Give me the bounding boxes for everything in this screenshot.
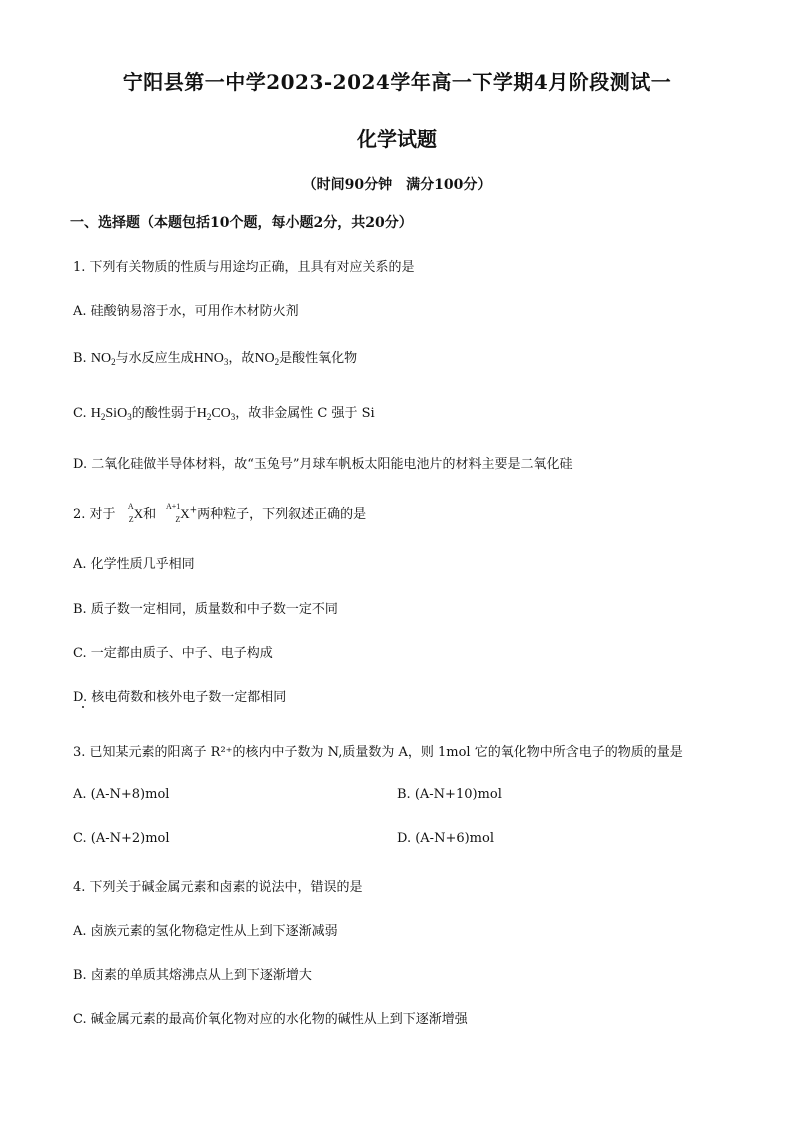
question-3-option-b: B. (A-N+10)mol — [397, 787, 502, 802]
option-text: 与水反应生成 — [115, 351, 194, 366]
atomic-number: Z — [175, 515, 181, 524]
question-3-option-d: D. (A-N+6)mol — [397, 831, 494, 846]
question-1-option-c — [73, 402, 375, 422]
question-1-option-d: D. 二氧化硅做半导体材料，故“玉兔号”月球车帆板太阳能电池片的材料主要是二氧化硅 — [73, 457, 573, 472]
section-heading: 一、选择题（本题包括10个题，每小题2分，共20分） — [70, 215, 413, 231]
mass-number: A — [127, 502, 134, 511]
scan-mark — [82, 706, 84, 708]
formula-text: HNO — [193, 351, 224, 366]
exam-title: 宁阳县第一中学2023-2024学年高一下学期4月阶段测试一 — [122, 70, 672, 94]
question-2-option-a: A. 化学性质几乎相同 — [73, 557, 195, 572]
formula-text: H — [90, 406, 101, 421]
option-text: 是酸性氧化物 — [279, 351, 358, 366]
formula-text: SiO — [105, 406, 128, 421]
formula-subscript: 3 — [230, 412, 236, 422]
option-letter: C. — [73, 406, 87, 421]
option-letter: B. — [73, 351, 87, 366]
question-4-stem: 4. 下列关于碱金属元素和卤素的说法中，错误的是 — [73, 880, 363, 895]
formula-subscript: 2 — [274, 357, 280, 367]
nuclide-notation — [120, 502, 134, 524]
question-1-stem: 1. 下列有关物质的性质与用途均正确，且具有对应关系的是 — [73, 260, 415, 275]
formula-text: CO — [211, 406, 231, 421]
exam-subject: 化学试题 — [357, 127, 437, 151]
question-4-option-b: B. 卤素的单质其熔沸点从上到下逐渐增大 — [73, 968, 312, 983]
question-2-stem — [73, 503, 366, 522]
formula-text: H — [196, 406, 207, 421]
option-text: 的酸性弱于 — [131, 406, 197, 421]
formula-subscript: 2 — [206, 412, 212, 422]
chem-formula — [91, 351, 116, 366]
question-3-option-a: A. (A-N+8)mol — [73, 787, 170, 802]
question-2-option-b: B. 质子数一定相同，质量数和中子数一定不同 — [73, 602, 338, 617]
formula-subscript: 3 — [127, 412, 132, 422]
exam-time-score: （时间90分钟 满分100分） — [302, 177, 492, 193]
question-4-option-a: A. 卤族元素的氢化物稳定性从上到下逐渐减弱 — [73, 924, 338, 939]
question-1-option-a: A. 硅酸钠易溶于水，可用作木材防火剂 — [73, 304, 299, 319]
formula-text: NO — [90, 351, 112, 366]
stem-text: 和 — [143, 507, 157, 522]
question-3-stem: 3. 已知某元素的阳离子 R²⁺的核内中子数为 N,质量数为 A，则 1mol 它的氧化物中所含电子的物质的量是 — [73, 745, 683, 760]
formula-subscript: 3 — [223, 357, 229, 367]
formula-subscript: 2 — [111, 357, 116, 367]
nuclide-notation — [160, 502, 181, 524]
element-symbol: X — [133, 506, 144, 521]
question-2-option-c: C. 一定都由质子、中子、电子构成 — [73, 646, 273, 661]
question-3-option-c: C. (A-N+2)mol — [73, 831, 170, 846]
ion-charge: + — [189, 505, 198, 516]
option-text: ，故非金属性 C 强于 Si — [235, 406, 375, 421]
chem-formula — [254, 351, 279, 366]
stem-text: 2. 对于 — [73, 507, 116, 522]
chem-formula — [91, 406, 132, 421]
chem-formula — [194, 351, 229, 366]
question-2-option-d: D. 核电荷数和核外电子数一定都相同 — [73, 690, 287, 705]
chem-formula — [197, 406, 236, 421]
mass-number: A+1 — [165, 502, 181, 511]
atomic-number: Z — [128, 515, 134, 524]
formula-text: NO — [254, 351, 275, 366]
question-1-option-b — [73, 347, 357, 367]
option-text: ，故 — [228, 351, 255, 366]
stem-text: 两种粒子，下列叙述正确的是 — [197, 507, 367, 522]
question-4-option-c: C. 碱金属元素的最高价氧化物对应的水化物的碱性从上到下逐渐增强 — [73, 1012, 468, 1027]
formula-subscript: 2 — [100, 412, 106, 422]
element-symbol: X — [180, 506, 190, 521]
